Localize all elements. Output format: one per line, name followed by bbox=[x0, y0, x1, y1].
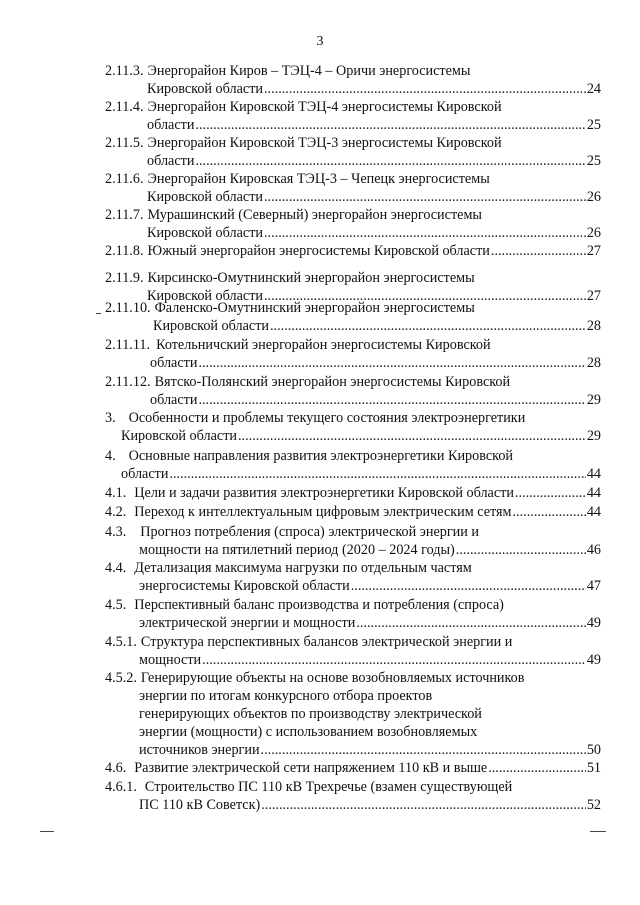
toc-page-number: 25 bbox=[586, 153, 601, 169]
toc-entry-number: 4.2. bbox=[105, 504, 127, 520]
toc-entry-title: электрической энергии и мощности bbox=[139, 615, 356, 631]
toc-entry bbox=[105, 633, 601, 669]
toc-line bbox=[105, 170, 601, 188]
toc-entry bbox=[105, 503, 601, 521]
toc-page-number: 49 bbox=[586, 615, 601, 631]
toc-entry-title: Перспективный баланс производства и потребления (спроса) bbox=[134, 597, 504, 613]
toc-line bbox=[105, 373, 601, 391]
toc-entry bbox=[105, 596, 601, 632]
toc-entry-title: Кировской области bbox=[147, 81, 263, 97]
toc-entry-title: энергии по итогам конкурсного отбора проектов bbox=[139, 688, 433, 704]
toc-line bbox=[105, 188, 601, 206]
toc-line bbox=[105, 577, 601, 595]
toc-entry-title: мощности на пятилетний период (2020 – 2024 годы) bbox=[139, 542, 455, 558]
toc-line bbox=[105, 651, 601, 669]
toc-entry-number: 2.11.12. bbox=[105, 374, 151, 390]
toc-line bbox=[105, 206, 601, 224]
toc-entry-title: Прогноз потребления (спроса) электрической энергии и bbox=[140, 524, 480, 540]
toc-entry bbox=[105, 484, 601, 502]
toc-line bbox=[105, 687, 601, 705]
dot-leader bbox=[356, 614, 585, 632]
toc-entry-title: Кировской области bbox=[147, 288, 263, 304]
toc-entry-number: 4.4. bbox=[105, 560, 127, 576]
toc-page-number: 24 bbox=[586, 81, 601, 97]
dot-leader bbox=[351, 577, 586, 595]
dot-leader bbox=[169, 465, 585, 483]
toc-entry-number: 4.5.1. bbox=[105, 634, 137, 650]
toc-page-number: 44 bbox=[586, 466, 601, 482]
toc-page-number: 26 bbox=[586, 225, 601, 241]
toc-entry-title: Основные направления развития электроэнергетики Кировской bbox=[128, 448, 514, 464]
toc-line bbox=[105, 317, 601, 335]
toc-line bbox=[105, 152, 601, 170]
page-number: 3 bbox=[316, 34, 324, 49]
scan-mark-bottom-left bbox=[40, 831, 54, 832]
toc-page-number: 26 bbox=[586, 189, 601, 205]
toc-entry bbox=[105, 170, 601, 206]
toc-entry-title: Цели и задачи развития электроэнергетики Кировской области bbox=[134, 485, 514, 501]
toc-entry-title: Структура перспективных балансов электрической энергии и bbox=[140, 634, 513, 650]
toc-entry bbox=[105, 409, 601, 445]
dot-leader bbox=[198, 354, 585, 372]
toc-page-number: 27 bbox=[586, 243, 601, 259]
toc-entry-number: 2.11.6. bbox=[105, 171, 144, 187]
toc-entry-number: 2.11.5. bbox=[105, 135, 144, 151]
toc-line bbox=[105, 427, 601, 445]
toc-page-number: 51 bbox=[586, 760, 601, 776]
toc-entry-title: Энергорайон Киров – ТЭЦ-4 – Оричи энергосистемы bbox=[147, 63, 471, 79]
toc-line bbox=[105, 242, 601, 260]
toc-line bbox=[105, 336, 601, 354]
toc-entry-title: Мурашинский (Северный) энергорайон энергосистемы bbox=[147, 207, 482, 223]
toc-line bbox=[105, 778, 601, 796]
toc-entry-number: 4.1. bbox=[105, 485, 127, 501]
dot-leader bbox=[195, 152, 585, 170]
toc-line bbox=[105, 723, 601, 741]
toc-entry bbox=[105, 759, 601, 777]
toc-entry bbox=[105, 62, 601, 98]
toc-entry-number: 4.5.2. bbox=[105, 670, 137, 686]
toc-entry-title: области bbox=[150, 355, 198, 371]
toc-page-number: 47 bbox=[586, 578, 601, 594]
toc-page-number: 44 bbox=[586, 485, 601, 501]
toc-entry-title: Энергорайон Кировской ТЭЦ-3 энергосистемы Кировской bbox=[147, 135, 502, 151]
toc-entry-number: 4.6. bbox=[105, 760, 127, 776]
toc-entry-title: энергосистемы Кировской области bbox=[139, 578, 350, 594]
toc-entry-title: области bbox=[121, 466, 169, 482]
toc-line bbox=[105, 741, 601, 759]
dot-leader bbox=[513, 503, 586, 521]
toc-line bbox=[105, 447, 601, 465]
toc-entry-title: ПС 110 кВ Советск) bbox=[139, 797, 261, 813]
toc-page-number: 44 bbox=[586, 504, 601, 520]
toc-entry-number: 2.11.7. bbox=[105, 207, 144, 223]
toc-entry bbox=[105, 523, 601, 559]
toc-line bbox=[105, 484, 601, 502]
dot-leader bbox=[238, 427, 586, 445]
toc-entry-title: Строительство ПС 110 кВ Трехречье (взамен существующей bbox=[144, 779, 513, 795]
dot-leader bbox=[198, 391, 585, 409]
toc-page-number: 29 bbox=[586, 428, 601, 444]
toc-entry bbox=[105, 98, 601, 134]
toc-entry-title: области bbox=[147, 117, 195, 133]
toc-entry-title: Детализация максимума нагрузки по отдельным частям bbox=[134, 560, 472, 576]
toc-entry-title: Кировской области bbox=[147, 189, 263, 205]
toc-entry-title: Энергорайон Кировская ТЭЦ-3 – Чепецк энергосистемы bbox=[147, 171, 490, 187]
toc-page-number: 52 bbox=[586, 797, 601, 813]
toc-entry-title: Кирсинско-Омутнинский энергорайон энергосистемы bbox=[147, 270, 475, 286]
dot-leader bbox=[264, 188, 586, 206]
toc-line bbox=[105, 503, 601, 521]
toc-entry bbox=[105, 778, 601, 814]
dot-leader bbox=[488, 759, 586, 777]
toc-page-number: 49 bbox=[586, 652, 601, 668]
scan-mark-bottom-right bbox=[590, 831, 606, 832]
toc-entry-title: Энергорайон Кировской ТЭЦ-4 энергосистемы Кировской bbox=[147, 99, 502, 115]
toc-entry-title: источников энергии bbox=[139, 742, 260, 758]
toc-entry-number: 2.11.11. bbox=[105, 337, 151, 353]
toc-entry-title: Развитие электрической сети напряжением 110 кВ и выше bbox=[134, 760, 488, 776]
toc-entry-number: 4. bbox=[105, 448, 116, 464]
toc-page-number: 28 bbox=[586, 355, 601, 371]
toc-entry-title: Кировской области bbox=[153, 318, 269, 334]
toc-entry-title: Особенности и проблемы текущего состояния электроэнергетики bbox=[128, 410, 526, 426]
toc-page-number: 25 bbox=[586, 117, 601, 133]
toc-entry-number: 2.11.8. bbox=[105, 243, 144, 259]
toc-page-number: 27 bbox=[586, 288, 601, 304]
toc-line bbox=[105, 705, 601, 723]
toc-line bbox=[105, 224, 601, 242]
toc-entry-number: 2.11.3. bbox=[105, 63, 144, 79]
toc-page-number: 50 bbox=[586, 742, 601, 758]
toc-entry bbox=[105, 206, 601, 242]
toc-page-number: 29 bbox=[586, 392, 601, 408]
toc-entry bbox=[105, 373, 601, 409]
dot-leader bbox=[264, 80, 586, 98]
dot-leader bbox=[515, 484, 586, 502]
toc-entry-number: 2.11.10. bbox=[105, 300, 151, 316]
dot-leader bbox=[202, 651, 586, 669]
toc-entry-number: 3. bbox=[105, 410, 116, 426]
dot-leader bbox=[264, 224, 586, 242]
toc-entry-title: Генерирующие объекты на основе возобновляемых источников bbox=[140, 670, 525, 686]
dot-leader bbox=[456, 541, 586, 559]
toc-entry-title: Фаленско-Омутнинский энергорайон энергосистемы bbox=[154, 300, 475, 316]
toc-entry-title: энергии (мощности) с использованием возобновляемых bbox=[139, 724, 478, 740]
toc-entry bbox=[105, 447, 601, 483]
toc-line bbox=[105, 541, 601, 559]
dot-leader bbox=[261, 741, 586, 759]
toc-entry-title: генерирующих объектов по производству электрической bbox=[139, 706, 482, 722]
dot-leader bbox=[261, 796, 586, 814]
toc-line bbox=[105, 759, 601, 777]
toc-entry-title: Котельничский энергорайон энергосистемы Кировской bbox=[156, 337, 491, 353]
toc-line bbox=[105, 409, 601, 427]
toc-entry-number: 4.5. bbox=[105, 597, 127, 613]
toc-entry-number: 2.11.9. bbox=[105, 270, 144, 286]
toc-line bbox=[105, 633, 601, 651]
toc-page-number: 46 bbox=[586, 542, 601, 558]
toc-entry-title: Переход к интеллектуальным цифровым электрическим сетям bbox=[134, 504, 512, 520]
toc-entry bbox=[105, 669, 601, 759]
toc-line bbox=[105, 391, 601, 409]
toc-entry bbox=[105, 299, 601, 335]
toc-entry-title: Кировской области bbox=[147, 225, 263, 241]
toc-line bbox=[105, 62, 601, 80]
scan-mark-left bbox=[96, 313, 101, 314]
toc-line bbox=[105, 596, 601, 614]
toc-entry-title: мощности bbox=[139, 652, 202, 668]
toc-entry bbox=[105, 242, 601, 260]
toc-line bbox=[105, 465, 601, 483]
toc-line bbox=[105, 116, 601, 134]
toc-line bbox=[105, 669, 601, 687]
toc-line bbox=[105, 134, 601, 152]
toc-entry-title: Кировской области bbox=[121, 428, 237, 444]
toc-entry-number: 2.11.4. bbox=[105, 99, 144, 115]
toc-entry-title: области bbox=[147, 153, 195, 169]
toc-line bbox=[105, 796, 601, 814]
toc-line bbox=[105, 354, 601, 372]
toc-line bbox=[105, 559, 601, 577]
toc-entry-number: 4.3. bbox=[105, 524, 127, 540]
toc-entry bbox=[105, 336, 601, 372]
dot-leader bbox=[195, 116, 585, 134]
toc-line bbox=[105, 523, 601, 541]
toc-entry-title: области bbox=[150, 392, 198, 408]
toc-entry-title: Южный энергорайон энергосистемы Кировской области bbox=[147, 243, 490, 259]
toc-line bbox=[105, 269, 601, 287]
toc-entry-title: Вятско-Полянский энергорайон энергосистемы Кировской bbox=[154, 374, 511, 390]
toc-entry bbox=[105, 559, 601, 595]
dot-leader bbox=[491, 242, 586, 260]
toc-page-number: 28 bbox=[586, 318, 601, 334]
toc-entry-number: 4.6.1. bbox=[105, 779, 137, 795]
toc-line bbox=[105, 299, 601, 317]
toc-entry bbox=[105, 134, 601, 170]
toc-line bbox=[105, 98, 601, 116]
dot-leader bbox=[270, 317, 586, 335]
toc-line bbox=[105, 614, 601, 632]
toc-line bbox=[105, 80, 601, 98]
